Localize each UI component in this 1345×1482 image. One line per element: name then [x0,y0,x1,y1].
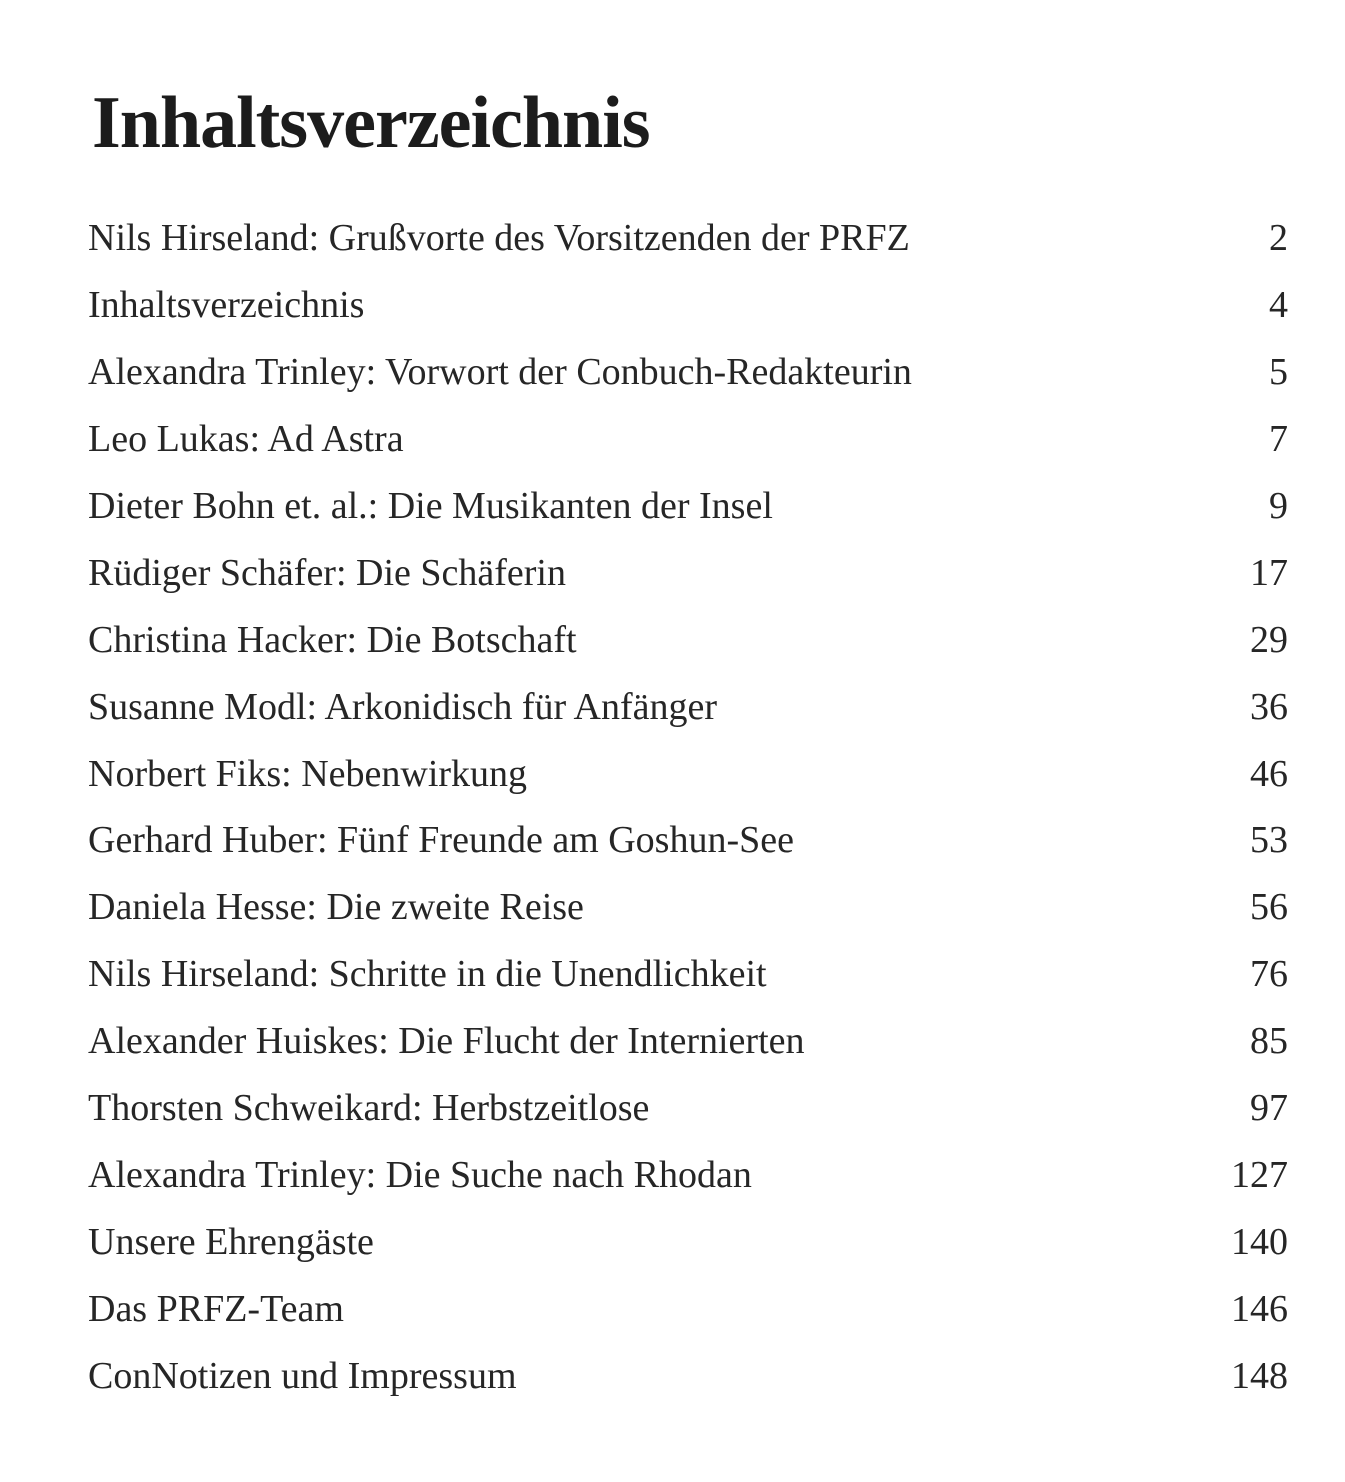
toc-entry[interactable] [88,272,1288,339]
toc-entry-page: 5 [1269,351,1288,394]
toc-entry-title: Rüdiger Schäfer: Die Schäferin [88,551,566,594]
toc-entry-title: Nils Hirseland: Grußvorte des Vorsitzenden der PRFZ [88,217,910,260]
toc-entry-title: Nils Hirseland: Schritte in die Unendlichkeit [88,953,767,996]
toc-entry-title: Daniela Hesse: Die zweite Reise [88,886,584,929]
toc-entry[interactable] [88,539,1288,606]
toc-entry[interactable] [88,1075,1288,1142]
toc-entry-title: Dieter Bohn et. al.: Die Musikanten der Insel [88,485,773,527]
toc-entry-page: 9 [1269,485,1288,527]
toc-entry-page: 56 [1250,886,1288,929]
toc-entry[interactable] [88,606,1288,673]
toc-entry[interactable] [88,874,1288,941]
toc-entry[interactable] [88,1342,1288,1409]
toc-entry-title: Alexandra Trinley: Die Suche nach Rhodan [88,1153,752,1196]
toc-entry[interactable] [88,740,1288,807]
toc-entry-title: Thorsten Schweikard: Herbstzeitlose [88,1087,650,1130]
toc-entry[interactable] [88,339,1288,406]
toc-entry[interactable] [88,807,1288,874]
toc-entry-title: Susanne Modl: Arkonidisch für Anfänger [88,685,718,728]
toc-entry-title: Inhaltsverzeichnis [88,284,365,327]
toc-entry-title: Alexandra Trinley: Vorwort der Conbuch-Redakteurin [88,351,912,394]
toc-entry-page: 148 [1231,1354,1288,1397]
toc-entry-title: ConNotizen und Impressum [88,1354,517,1397]
toc-entry-page: 85 [1250,1020,1288,1063]
toc-entry[interactable] [88,1008,1288,1075]
toc-entry[interactable] [88,205,1288,272]
toc-entry[interactable] [88,941,1288,1008]
toc-entry[interactable] [88,673,1288,740]
toc-entry-page: 7 [1269,418,1288,461]
page-title: Inhaltsverzeichnis [92,82,650,164]
toc-entry[interactable] [88,1275,1288,1342]
toc-entry-page: 29 [1250,618,1288,661]
toc-entry-title: Leo Lukas: Ad Astra [88,418,404,461]
toc-entry-title: Gerhard Huber: Fünf Freunde am Goshun-See [88,819,794,862]
toc-entry-title: Christina Hacker: Die Botschaft [88,618,577,661]
toc-entry-page: 2 [1269,217,1288,260]
toc-list [88,205,1288,1409]
toc-entry-page: 76 [1250,953,1288,996]
toc-entry-page: 97 [1250,1087,1288,1130]
toc-entry[interactable] [88,473,1288,540]
toc-entry-page: 17 [1250,551,1288,594]
toc-entry-title: Unsere Ehrengäste [88,1220,374,1263]
toc-entry[interactable] [88,406,1288,473]
toc-entry-page: 36 [1250,685,1288,728]
toc-entry[interactable] [88,1208,1288,1275]
toc-entry-page: 53 [1250,819,1288,862]
toc-entry-title: Alexander Huiskes: Die Flucht der Internierten [88,1020,805,1063]
toc-entry-page: 127 [1231,1153,1288,1196]
toc-entry-page: 140 [1231,1220,1288,1263]
toc-entry-title: Norbert Fiks: Nebenwirkung [88,752,528,795]
toc-entry-page: 46 [1250,752,1288,795]
toc-entry-title: Das PRFZ-Team [88,1287,344,1330]
toc-entry-page: 146 [1231,1287,1288,1330]
toc-entry[interactable] [88,1141,1288,1208]
toc-entry-page: 4 [1269,284,1288,327]
